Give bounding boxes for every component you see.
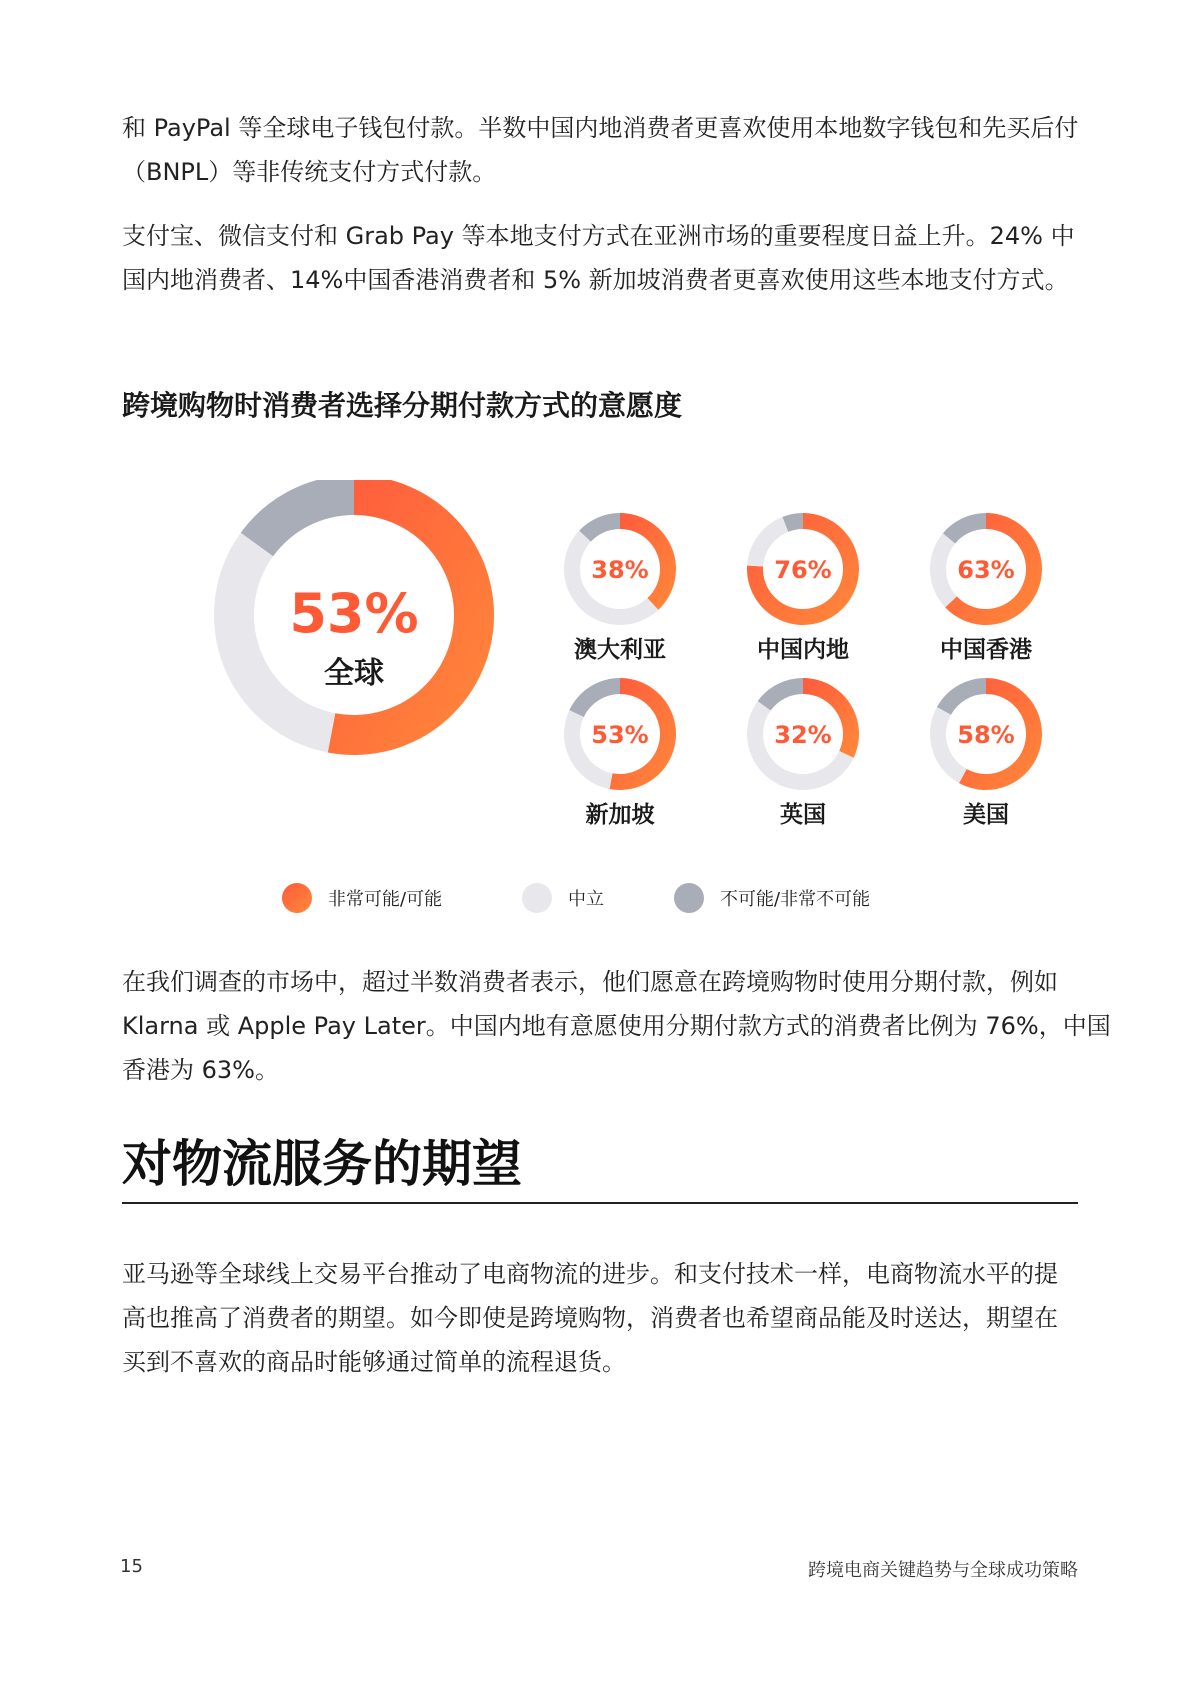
donut-value-label: 53%: [289, 582, 419, 645]
donut-segment-unlikely: [569, 678, 620, 717]
legend-item-likely: [282, 880, 442, 916]
donut-charts: [0, 480, 1192, 860]
legend-item-unlikely: [674, 880, 870, 916]
donut-name-label: 英国: [780, 802, 826, 828]
donut-value-label: 58%: [957, 721, 1015, 749]
legend-swatch-likely: [282, 883, 312, 913]
donut-name-label: 美国: [963, 802, 1009, 828]
legend-label-neutral: 中立: [568, 889, 604, 910]
paragraph-line: Klarna 或 Apple Pay Later。中国内地有意愿使用分期付款方式的消费者比例为 76%，中国: [122, 1012, 1111, 1040]
donut-value-label: 63%: [957, 556, 1015, 584]
chart-title: 跨境购物时消费者选择分期付款方式的意愿度: [122, 389, 683, 422]
paragraph-line: 在我们调查的市场中，超过半数消费者表示，他们愿意在跨境购物时使用分期付款，例如: [122, 968, 1058, 996]
logistics-paragraph: [122, 1252, 1082, 1384]
intro-paragraph-1: [122, 106, 1082, 194]
chart-legend: [282, 880, 902, 916]
legend-item-neutral: [522, 880, 604, 916]
donut-segment-unlikely: [758, 678, 803, 710]
section-heading: 对物流服务的期望: [122, 1135, 522, 1193]
donut-name-label: 新加坡: [585, 802, 655, 828]
paragraph-line: （BNPL）等非传统支付方式付款。: [122, 158, 497, 186]
donut-segment-unlikely: [937, 678, 986, 715]
installments-paragraph: [122, 960, 1111, 1092]
paragraph-line: 买到不喜欢的商品时能够通过简单的流程退货。: [122, 1348, 626, 1376]
legend-swatch-neutral: [522, 883, 552, 913]
paragraph-line: 香港为 63%。: [122, 1056, 279, 1084]
paragraph-line: 和 PayPal 等全球电子钱包付款。半数中国内地消费者更喜欢使用本地数字钱包和先买后付: [122, 114, 1079, 142]
page-number: 15: [120, 1556, 143, 1577]
donut-value-label: 32%: [774, 721, 832, 749]
donut-name-label: 中国香港: [940, 637, 1032, 663]
donut-segment-unlikely: [241, 480, 354, 556]
donut-value-label: 76%: [774, 556, 832, 584]
paragraph-line: 高也推高了消费者的期望。如今即使是跨境购物，消费者也希望商品能及时送达，期望在: [122, 1304, 1058, 1332]
donut-value-label: 38%: [591, 556, 649, 584]
donut-value-label: 53%: [591, 721, 649, 749]
donut-name-label: 全球: [324, 656, 384, 691]
legend-label-unlikely: 不可能/非常不可能: [720, 889, 871, 910]
donut-name-label: 中国内地: [757, 637, 849, 663]
legend-label-likely: 非常可能/可能: [328, 889, 443, 910]
paragraph-line: 支付宝、微信支付和 Grab Pay 等本地支付方式在亚洲市场的重要程度日益上升。24% 中: [122, 222, 1075, 250]
paragraph-line: 国内地消费者、14%中国香港消费者和 5% 新加坡消费者更喜欢使用这些本地支付方式。: [122, 266, 1069, 294]
paragraph-line: 亚马逊等全球线上交易平台推动了电商物流的进步。和支付技术一样，电商物流水平的提: [122, 1260, 1058, 1288]
legend-swatch-unlikely: [674, 883, 704, 913]
section-divider: [122, 1202, 1078, 1204]
footer-title: 跨境电商关键趋势与全球成功策略: [808, 1560, 1078, 1581]
intro-paragraph-2: [122, 214, 1082, 302]
donut-name-label: 澳大利亚: [574, 637, 666, 663]
donut-segment-neutral: [930, 533, 957, 607]
